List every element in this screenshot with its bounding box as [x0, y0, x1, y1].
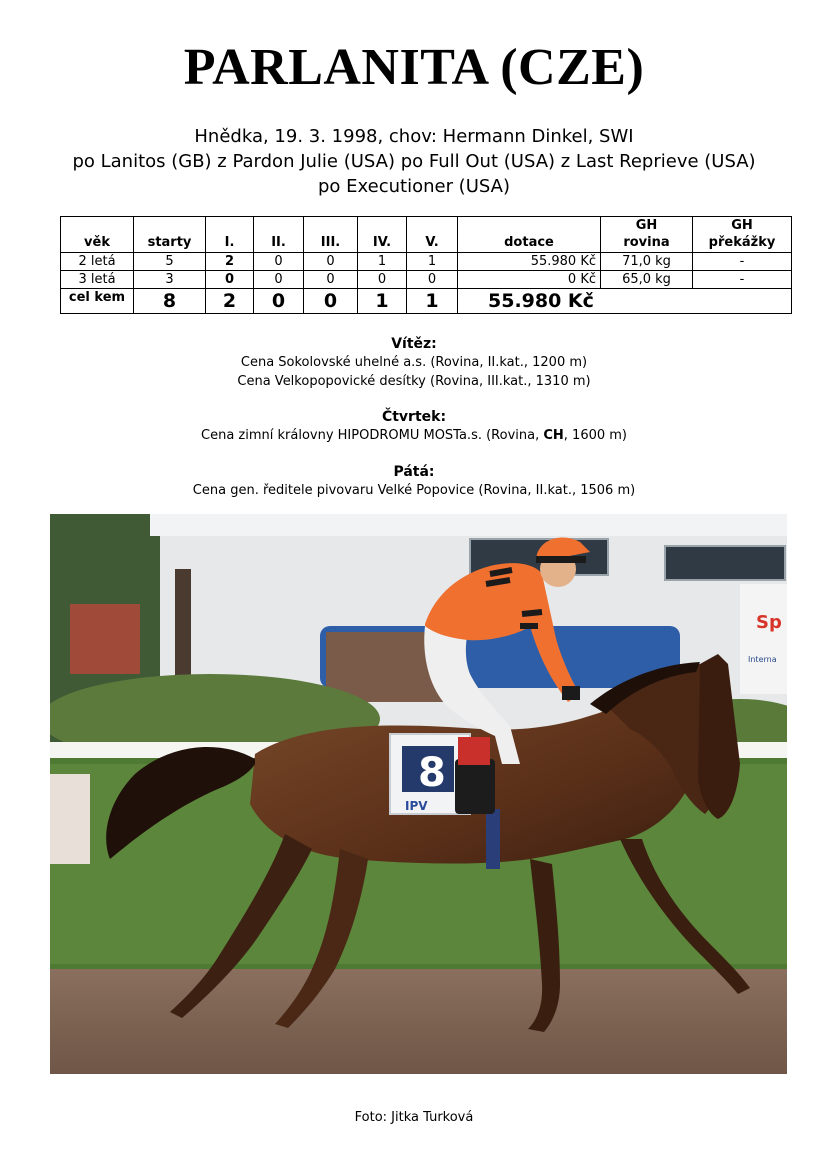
fourth-race: Cena zimní královny HIPODROMU MOSTa.s. (Rovina, CH, 1600 m): [201, 428, 627, 443]
horse-name-title: PARLANITA (CZE): [183, 39, 645, 96]
row-third: 0: [304, 253, 358, 271]
pedigree-block: [0, 124, 828, 199]
table-header-row: [61, 217, 792, 253]
total-label: cel kem: [61, 289, 134, 314]
row-second: 0: [254, 271, 304, 289]
winner-race-2: Cena Velkopopovické desítky (Rovina, III.kat., 1310 m): [237, 374, 591, 389]
row-gh-flat: 71,0 kg: [601, 253, 693, 271]
header-first: I.: [206, 217, 254, 253]
banner-text-top: Sp: [756, 612, 782, 633]
total-first: 2: [206, 289, 254, 314]
row-gh-hurdles: -: [693, 253, 792, 271]
row-first: 0: [206, 271, 254, 289]
photo-credit: Foto: Jitka Turková: [354, 1110, 474, 1125]
row-third: 0: [304, 271, 358, 289]
saddle-cloth-number: 8: [418, 750, 446, 796]
total-third: 0: [304, 289, 358, 314]
pedigree-line-1: Hnědka, 19. 3. 1998, chov: Hermann Dinkel, SWI: [194, 126, 634, 147]
header-starts: starty: [134, 217, 206, 253]
row-fourth: 1: [358, 253, 407, 271]
race-stats-table: [60, 216, 792, 314]
table-row: [61, 253, 792, 271]
fifth-place-section: [0, 463, 828, 500]
horse-photo: [50, 514, 787, 1074]
winner-section: [0, 335, 828, 391]
total-fifth: 1: [407, 289, 458, 314]
header-fourth: IV.: [358, 217, 407, 253]
table-total-row: [61, 289, 792, 314]
header-gh-hurdles: GH překážky: [693, 217, 792, 253]
header-prize-money: dotace: [458, 217, 601, 253]
row-prize-money: 0 Kč: [458, 271, 601, 289]
fifth-heading: Pátá:: [393, 464, 435, 480]
fourth-place-section: [0, 408, 828, 445]
banner-text-bottom: Interna: [748, 655, 777, 664]
header-third: III.: [304, 217, 358, 253]
row-first: 2: [206, 253, 254, 271]
row-fifth: 1: [407, 253, 458, 271]
header-gh-flat: GH rovina: [601, 217, 693, 253]
row-second: 0: [254, 253, 304, 271]
header-age: věk: [61, 217, 134, 253]
fifth-race: Cena gen. ředitele pivovaru Velké Popovice (Rovina, II.kat., 1506 m): [192, 483, 636, 498]
table-row: [61, 271, 792, 289]
saddle-cloth-text: IPV: [405, 799, 428, 813]
total-starts: 8: [134, 289, 206, 314]
row-fifth: 0: [407, 271, 458, 289]
row-age: 3 letá: [61, 271, 134, 289]
winner-heading: Vítěz:: [391, 336, 437, 352]
total-prize-money: 55.980 Kč: [458, 289, 792, 314]
header-fifth: V.: [407, 217, 458, 253]
winner-race-1: Cena Sokolovské uhelné a.s. (Rovina, II.kat., 1200 m): [240, 355, 588, 370]
row-starts: 5: [134, 253, 206, 271]
header-second: II.: [254, 217, 304, 253]
row-prize-money: 55.980 Kč: [458, 253, 601, 271]
pedigree-line-3: po Executioner (USA): [318, 176, 510, 197]
row-age: 2 letá: [61, 253, 134, 271]
total-fourth: 1: [358, 289, 407, 314]
row-gh-flat: 65,0 kg: [601, 271, 693, 289]
row-starts: 3: [134, 271, 206, 289]
total-second: 0: [254, 289, 304, 314]
fourth-heading: Čtvrtek:: [381, 409, 447, 425]
pedigree-line-2: po Lanitos (GB) z Pardon Julie (USA) po Full Out (USA) z Last Reprieve (USA): [72, 151, 756, 172]
row-fourth: 0: [358, 271, 407, 289]
row-gh-hurdles: -: [693, 271, 792, 289]
